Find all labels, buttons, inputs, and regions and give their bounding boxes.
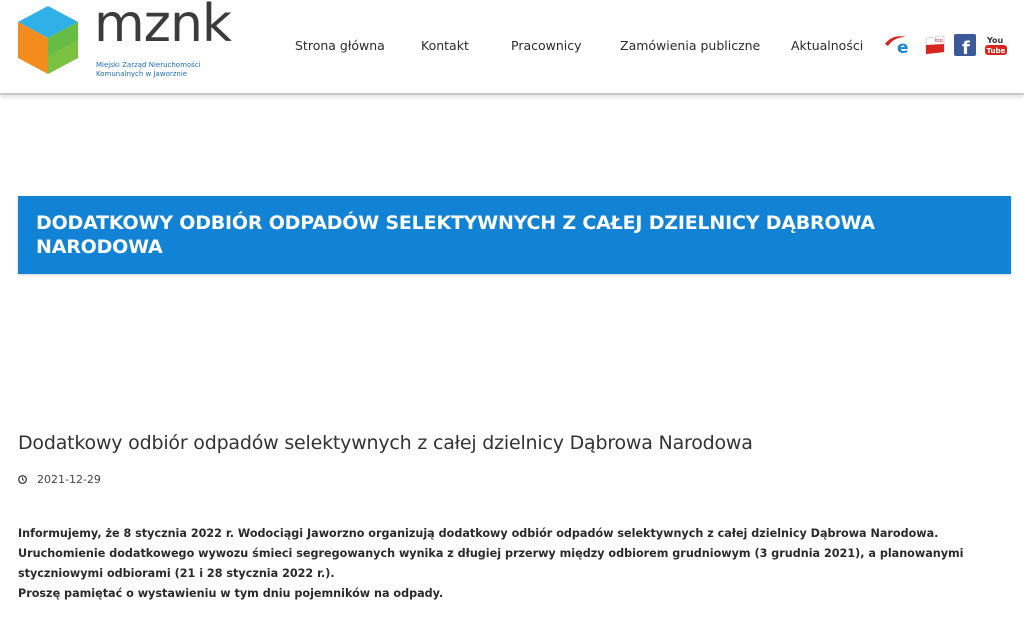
logo-subtitle-line1: Miejski Zarząd Nieruchomości bbox=[96, 61, 201, 69]
article-body bbox=[18, 524, 1010, 604]
nav-item-zamowienia-publiczne[interactable]: Zamówienia publiczne bbox=[620, 38, 761, 53]
article-paragraph: Informujemy, że 8 stycznia 2022 r. Wodociągi Jaworzno organizują dodatkowy odbiór odpadów selektywnych z całej dzielnicy Dąbrowa Narodowa. Uruchomienie dodatkowego wywozu śmieci segregowanych wynika z długiej przerwy między odbiorem grudniowym (3 grudnia 2021), a planowanymi styczniowymi odbiorami (21 i 28 stycznia 2022 r.). bbox=[18, 527, 964, 580]
youtube-label-bottom: Tube bbox=[986, 47, 1006, 55]
youtube-label-top: You bbox=[987, 36, 1004, 45]
nav-item-pracownicy[interactable]: Pracownicy bbox=[511, 38, 582, 53]
page-title-banner bbox=[18, 196, 1011, 274]
svg-text:e: e bbox=[897, 38, 909, 56]
nav-item-aktualnosci[interactable]: Aktualności bbox=[791, 38, 864, 53]
logo-cube-icon bbox=[16, 4, 80, 76]
site-logo[interactable] bbox=[16, 0, 246, 84]
logo-wordmark: mznk bbox=[94, 0, 232, 54]
article-title: Dodatkowy odbiór odpadów selektywnych z całej dzielnicy Dąbrowa Narodowa bbox=[18, 432, 753, 454]
article-paragraph: Proszę pamiętać o wystawieniu w tym dniu pojemników na odpady. bbox=[18, 587, 444, 600]
facebook-label: f bbox=[962, 38, 970, 56]
date-text: 2021-12-29 bbox=[37, 473, 101, 486]
site-header bbox=[0, 0, 1024, 95]
youtube-icon[interactable] bbox=[985, 34, 1007, 56]
facebook-icon[interactable] bbox=[954, 34, 976, 56]
logo-subtitle bbox=[96, 61, 226, 79]
nav-item-strona-glowna[interactable]: Strona główna bbox=[295, 38, 385, 53]
nav-item-kontakt[interactable]: Kontakt bbox=[421, 38, 469, 53]
page-title: DODATKOWY ODBIÓR ODPADÓW SELEKTYWNYCH Z CAŁEJ DZIELNICY DĄBROWA NARODOWA bbox=[36, 212, 875, 258]
logo-subtitle-line2: Komunalnych w Jaworznie bbox=[96, 70, 188, 78]
clock-icon bbox=[18, 475, 27, 484]
epuap-icon[interactable] bbox=[884, 34, 914, 56]
bip-icon[interactable] bbox=[924, 34, 946, 56]
bip-label: bip bbox=[935, 38, 943, 44]
